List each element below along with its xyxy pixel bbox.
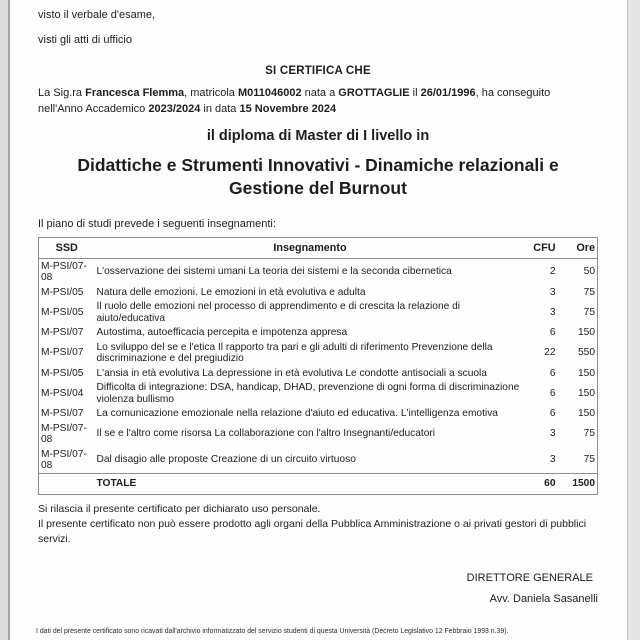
recipient-highlight: M011046002: [237, 87, 302, 99]
row-ssd: M-PSI/07: [41, 408, 84, 419]
row-insegnamento: Il ruolo delle emozioni nel processo di apprendimento e di crescita la relazione di aiuto/educativa: [96, 301, 461, 324]
recipient-highlight: 26/01/1996: [420, 87, 476, 99]
certificate-content: [38, 0, 598, 640]
row-insegnamento: Natura delle emozioni. Le emozioni in età evolutiva e adulta: [96, 286, 366, 298]
recipient-text: , ha conseguito nell'Anno Accademico: [38, 87, 551, 115]
row-ssd: M-PSI/05: [41, 306, 84, 318]
row-ssd: M-PSI/05: [41, 286, 84, 298]
row-cfu: 6: [549, 327, 556, 338]
recipient-text: , matricola: [184, 87, 238, 99]
row-insegnamento: Autostima, autoefficacia percepita e impotenza appresa: [96, 327, 348, 338]
row-cfu: 22: [544, 347, 556, 359]
table-row: [39, 407, 598, 422]
diploma-level-line: il diploma di Master di I livello in: [206, 128, 430, 144]
recipient-text: in data: [200, 103, 240, 115]
row-ssd: M-PSI/07: [41, 327, 84, 338]
row-ore: 150: [578, 387, 595, 399]
table-row: [39, 381, 598, 407]
row-insegnamento: Dal disagio alle proposte Creazione di un circuito virtuoso: [96, 454, 356, 466]
row-ore: 75: [583, 306, 595, 318]
row-cfu: 2: [549, 266, 556, 278]
row-ssd: M-PSI/07-08: [41, 260, 87, 283]
column-header-ssd: SSD: [39, 238, 95, 259]
table-row: [39, 421, 598, 447]
row-ore: 50: [583, 266, 595, 278]
row-insegnamento: L'ansia in età evolutiva La depressione in età evolutiva Le condotte antisociali a scuola: [96, 367, 487, 379]
row-cfu: 6: [549, 408, 556, 419]
row-cfu: 3: [549, 428, 556, 440]
preamble-line-2: visti gli atti di ufficio: [38, 34, 132, 46]
study-plan-table: [38, 237, 598, 495]
master-title: Didattiche e Strumenti Innovativi - Dinamiche relazionali e Gestione del Burnout: [77, 155, 559, 198]
row-ore: 75: [583, 428, 595, 440]
footer-note: I dati del presente certificato sono ricavati dall'archivio informatizzato del servizio studenti di questa Università (Decreto Legislativo 12 Febbraio 1993 n.39).: [36, 627, 509, 635]
row-insegnamento: Difficolta di integrazione: DSA, handicap, DHAD, prevenzione di ogni forma di discriminazione violenza bullismo: [96, 382, 520, 405]
table-row: [39, 326, 598, 341]
study-plan-body: [39, 259, 598, 474]
total-cfu: 60: [526, 474, 558, 495]
certify-heading: SI CERTIFICA CHE: [265, 65, 371, 77]
recipient-text: il: [409, 87, 421, 99]
total-label: TOTALE: [95, 474, 526, 495]
recipient-paragraph: [38, 85, 598, 117]
total-ore: 1500: [558, 474, 598, 495]
recipient-highlight: GROTTAGLIE: [338, 87, 410, 99]
table-row: [39, 300, 598, 326]
row-ore: 150: [578, 408, 595, 419]
signature-block: [38, 572, 598, 605]
row-cfu: 6: [549, 387, 556, 399]
recipient-text: nata a: [301, 87, 339, 99]
row-insegnamento: L'osservazione dei sistemi umani La teoria dei sistemi e la seconda cibernetica: [96, 266, 452, 278]
release-note: Si rilascia il presente certificato per dichiarato uso personale.: [38, 502, 321, 515]
recipient-highlight: 15 Novembre 2024: [239, 103, 337, 115]
recipient-text: La Sig.ra: [38, 87, 86, 99]
column-header-ore: Ore: [558, 238, 598, 259]
page-edge-left: [0, 0, 10, 640]
recipient-highlight: Francesca Flemma: [85, 87, 185, 99]
director-title: DIRETTORE GENERALE: [466, 571, 593, 584]
row-ore: 75: [583, 286, 595, 298]
preamble-line-1: visto il verbale d'esame,: [38, 9, 156, 21]
row-ore: 150: [578, 367, 595, 379]
plan-intro: Il piano di studi prevede i seguenti insegnamenti:: [38, 218, 276, 230]
page-edge-right: [627, 0, 640, 640]
row-ssd: M-PSI/05: [41, 367, 84, 379]
total-ssd-cell: [39, 474, 95, 495]
table-row: [39, 340, 598, 366]
header-row: [39, 238, 598, 259]
row-ssd: M-PSI/07-08: [41, 422, 87, 445]
row-ssd: M-PSI/04: [41, 387, 84, 399]
table-row: [39, 259, 598, 286]
recipient-highlight: 2023/2024: [148, 103, 201, 115]
column-header-cfu: CFU: [526, 238, 558, 259]
row-ore: 550: [578, 347, 595, 359]
row-ssd: M-PSI/07: [41, 347, 84, 359]
row-insegnamento: Lo sviluppo del se e l'etica Il rapporto tra pari e gli adulti di riferimento Prevenzione della discriminazione e del pregiudizio: [96, 341, 493, 364]
validity-note: Il presente certificato non può essere prodotto agli organi della Pubblica Amministrazione o ai privati gestori di pubblici servizi.: [38, 517, 587, 545]
row-cfu: 3: [549, 454, 556, 466]
study-plan-header: [39, 238, 598, 259]
total-row: [39, 474, 598, 495]
table-row: [39, 366, 598, 381]
table-row: [39, 285, 598, 300]
row-insegnamento: La comunicazione emozionale nella relazione d'aiuto ed educativa. L'intelligenza emotiva: [96, 408, 498, 419]
row-cfu: 3: [549, 286, 556, 298]
row-insegnamento: Il se e l'altro come risorsa La collaborazione con l'altro Insegnanti/educatori: [96, 428, 436, 440]
director-name: Avv. Daniela Sasanelli: [489, 592, 598, 605]
table-row: [39, 447, 598, 474]
study-plan-footer: [39, 474, 598, 495]
row-cfu: 6: [549, 367, 556, 379]
row-ssd: M-PSI/07-08: [41, 448, 87, 471]
row-ore: 150: [578, 327, 595, 338]
row-cfu: 3: [549, 306, 556, 318]
row-ore: 75: [583, 454, 595, 466]
column-header-insegnamento: Insegnamento: [95, 238, 526, 259]
